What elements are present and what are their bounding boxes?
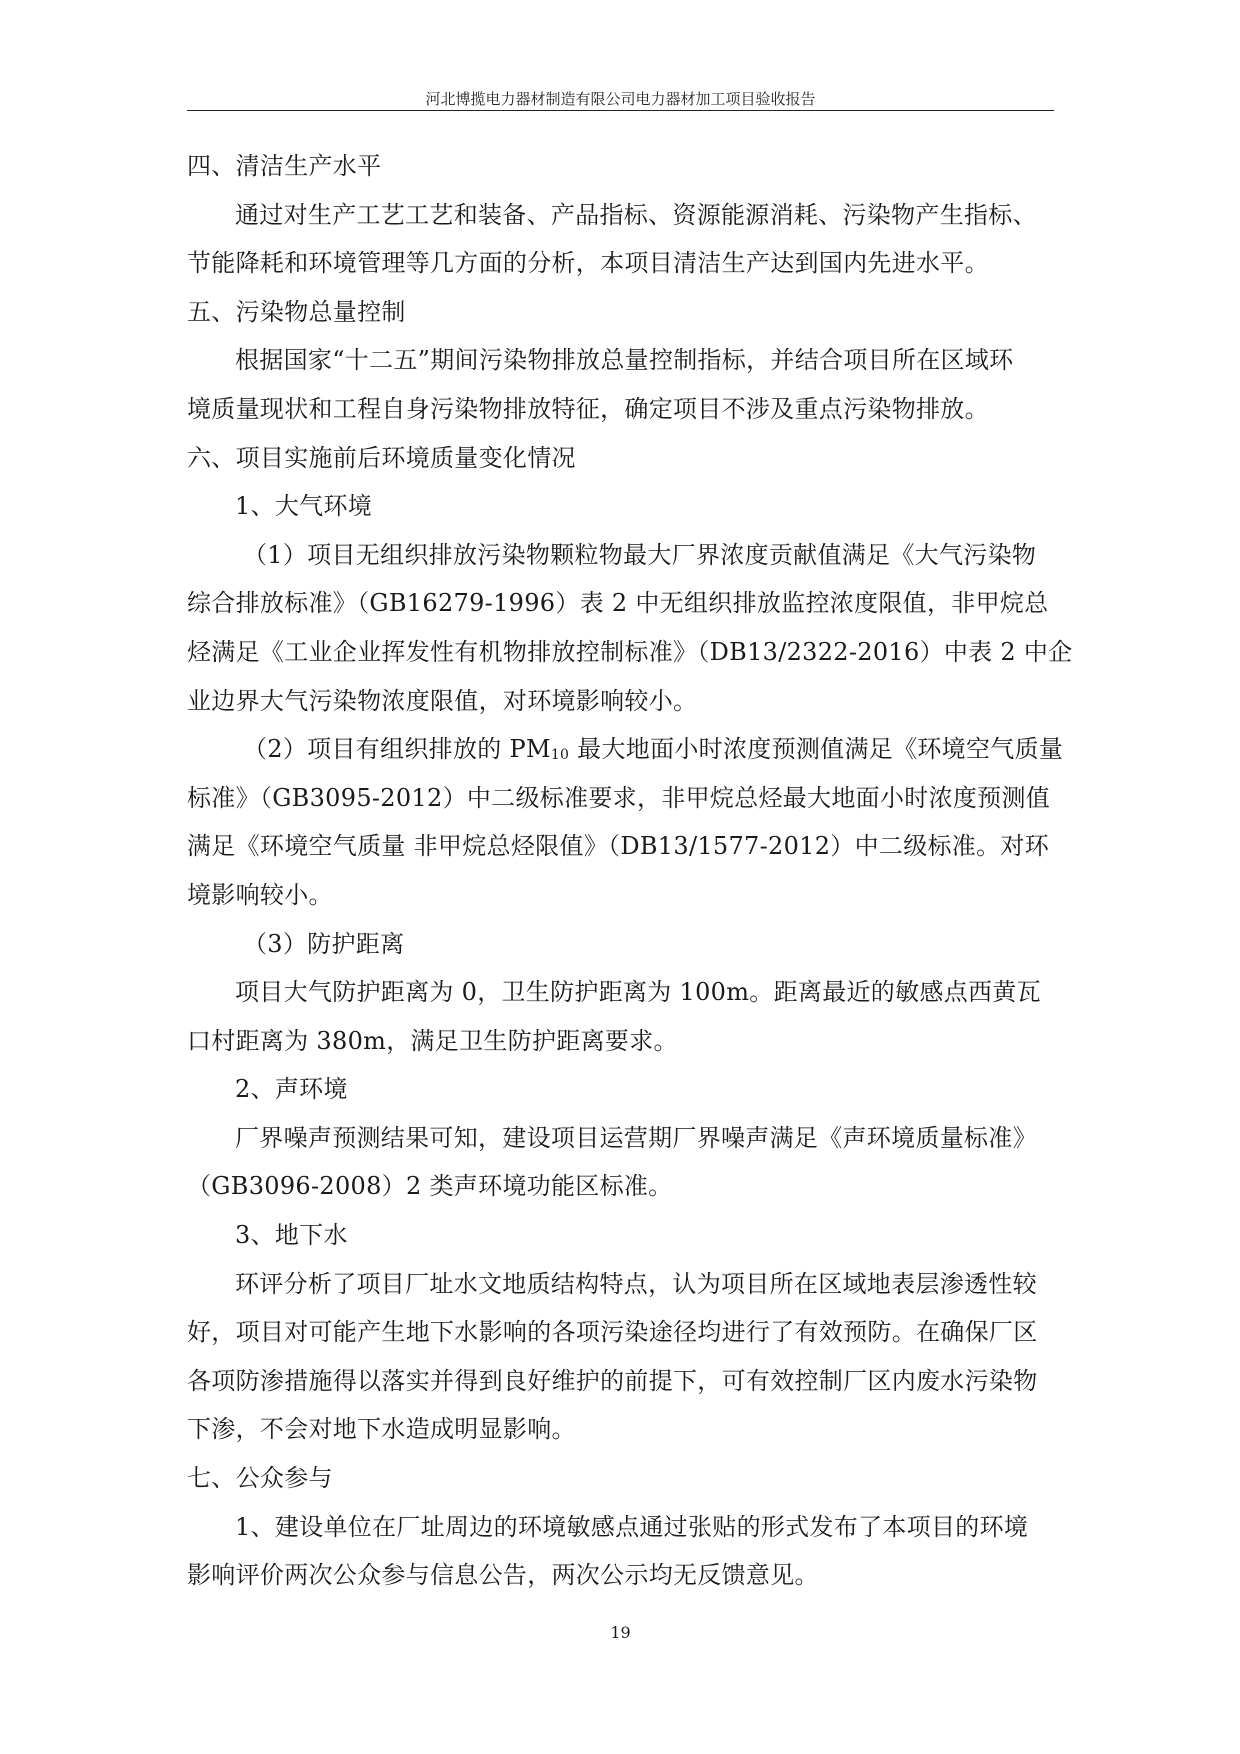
- text-run: 最大地面小时浓度预测值满足《环境空气质量: [569, 735, 1064, 764]
- paragraph-line: 项目大气防护距离为 0，卫生防护距离为 100m。距离最近的敏感点西黄瓦: [235, 978, 1041, 1007]
- section-heading: 七、公众参与: [187, 1464, 333, 1493]
- paragraph-line: 1、建设单位在厂址周边的环境敏感点通过张贴的形式发布了本项目的环境: [235, 1512, 1029, 1541]
- paragraph-line: 节能降耗和环境管理等几方面的分析，本项目清洁生产达到国内先进水平。: [187, 249, 989, 278]
- paragraph-line: 烃满足《工业企业挥发性有机物排放控制标准》（DB13/2322-2016）中表 2 中企: [187, 637, 1073, 666]
- section-heading: 六、项目实施前后环境质量变化情况: [187, 443, 576, 472]
- paragraph-line: 业边界大气污染物浓度限值，对环境影响较小。: [187, 686, 698, 715]
- paragraph-line: 口村距离为 380m，满足卫生防护距离要求。: [187, 1026, 678, 1055]
- page-number: 19: [610, 1623, 631, 1642]
- paragraph-line: 厂界噪声预测结果可知，建设项目运营期厂界噪声满足《声环境质量标准》: [235, 1123, 1037, 1152]
- paragraph-line: 境影响较小。: [187, 880, 333, 909]
- subscript: 10: [550, 747, 570, 764]
- page-header: 河北博揽电力器材制造有限公司电力器材加工项目验收报告: [425, 90, 816, 108]
- section-heading: 五、污染物总量控制: [187, 297, 406, 326]
- paragraph-line: 根据国家“十二五”期间污染物排放总量控制指标，并结合项目所在区域环: [235, 346, 1014, 375]
- paragraph-line: 影响评价两次公众参与信息公告，两次公示均无反馈意见。: [187, 1561, 819, 1590]
- paragraph-line: （1）项目无组织排放污染物颗粒物最大厂界浓度贡献值满足《大气污染物: [243, 540, 1037, 569]
- paragraph-line: [187, 725, 1064, 774]
- header-rule: [187, 110, 1054, 111]
- paragraph-line: 境质量现状和工程自身污染物排放特征，确定项目不涉及重点污染物排放。: [187, 394, 989, 423]
- paragraph-line: 环评分析了项目厂址水文地质结构特点，认为项目所在区域地表层渗透性较: [235, 1269, 1037, 1298]
- subsection-heading: 2、声环境: [235, 1075, 348, 1104]
- paragraph-line: （GB3096-2008）2 类声环境功能区标准。: [187, 1172, 673, 1201]
- subsection-heading: 3、地下水: [235, 1221, 348, 1250]
- subsection-heading: （3）防护距离: [243, 929, 405, 958]
- paragraph-line: 下渗，不会对地下水造成明显影响。: [187, 1415, 576, 1444]
- paragraph-line: 综合排放标准》（GB16279-1996）表 2 中无组织排放监控浓度限值，非甲烷总: [187, 589, 1049, 618]
- paragraph-line: 通过对生产工艺工艺和装备、产品指标、资源能源消耗、污染物产生指标、: [235, 200, 1037, 229]
- paragraph-line: 标准》（GB3095-2012）中二级标准要求，非甲烷总烃最大地面小时浓度预测值: [187, 783, 1051, 812]
- paragraph-line: 好，项目对可能产生地下水影响的各项污染途径均进行了有效预防。在确保厂区: [187, 1318, 1038, 1347]
- paragraph-line: 满足《环境空气质量 非甲烷总烃限值》（DB13/1577-2012）中二级标准。对环: [187, 832, 1049, 861]
- text-run: （2）项目有组织排放的 PM: [243, 735, 551, 764]
- paragraph-line: 各项防渗措施得以落实并得到良好维护的前提下，可有效控制厂区内废水污染物: [187, 1366, 1038, 1395]
- document-body: [187, 142, 1073, 1600]
- section-heading: 四、清洁生产水平: [187, 152, 382, 180]
- subsection-heading: 1、大气环境: [235, 492, 373, 521]
